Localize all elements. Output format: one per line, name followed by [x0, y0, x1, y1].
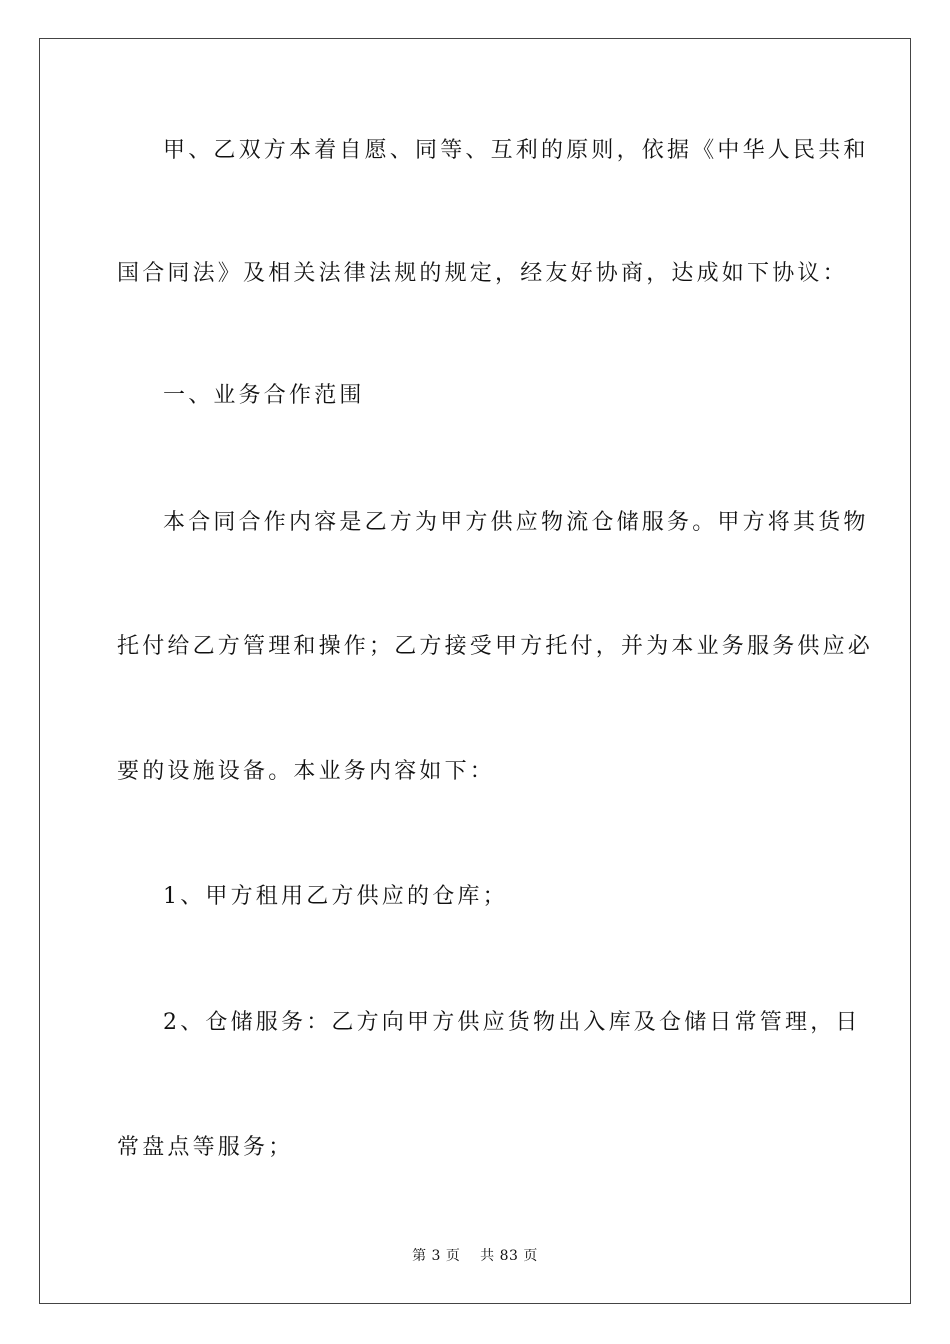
page-number-footer: 第 3 页 共 83 页 [412, 1248, 538, 1264]
list-item-1: 1、甲方租用乙方供应的仓库； [163, 884, 508, 909]
paragraph-1-line-1: 甲、乙双方本着自愿、同等、互利的原则，依据《中华人民共和 [163, 138, 869, 163]
paragraph-1-line-2: 国合同法》及相关法律法规的规定，经友好协商，达成如下协议： [117, 261, 848, 286]
paragraph-2-line-1: 本合同合作内容是乙方为甲方供应物流仓储服务。甲方将其货物 [163, 510, 869, 535]
list-item-2-line-1: 2、仓储服务：乙方向甲方供应货物出入库及仓储日常管理，日 [163, 1010, 861, 1035]
paragraph-2-line-3: 要的设施设备。本业务内容如下： [117, 759, 496, 784]
paragraph-2-line-2: 托付给乙方管理和操作；乙方接受甲方托付，并为本业务服务供应必 [117, 634, 874, 659]
list-item-2-line-2: 常盘点等服务； [117, 1135, 294, 1160]
section-heading: 一、业务合作范围 [163, 383, 365, 408]
page-border [39, 38, 911, 1304]
